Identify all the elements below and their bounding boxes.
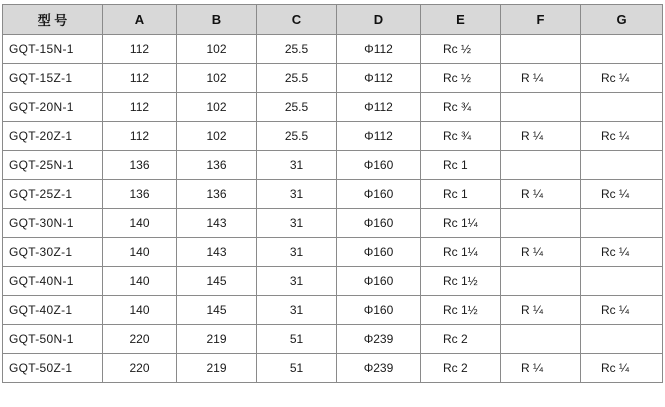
- g-cell: [581, 93, 663, 122]
- table-row: [3, 151, 663, 180]
- e-cell: Rc 1: [421, 180, 501, 209]
- table-row: [3, 64, 663, 93]
- c-cell: 25.5: [257, 64, 337, 93]
- d-cell: Φ239: [337, 325, 421, 354]
- c-cell: 31: [257, 151, 337, 180]
- a-cell: 220: [103, 325, 177, 354]
- b-cell: 143: [177, 209, 257, 238]
- header-row: [3, 5, 663, 35]
- spec-table: [2, 4, 663, 383]
- table-row: [3, 267, 663, 296]
- g-cell: Rc ¼: [581, 180, 663, 209]
- c-cell: 51: [257, 325, 337, 354]
- f-cell: [501, 267, 581, 296]
- f-cell: R ¼: [501, 238, 581, 267]
- b-cell: 219: [177, 354, 257, 383]
- d-cell: Φ112: [337, 35, 421, 64]
- b-cell: 102: [177, 35, 257, 64]
- header-model: 型 号: [3, 5, 103, 35]
- f-cell: [501, 325, 581, 354]
- b-cell: 145: [177, 296, 257, 325]
- f-cell: R ¼: [501, 296, 581, 325]
- model-cell: GQT-30Z-1: [3, 238, 103, 267]
- table-row: [3, 296, 663, 325]
- a-cell: 220: [103, 354, 177, 383]
- g-cell: [581, 151, 663, 180]
- e-cell: Rc 1: [421, 151, 501, 180]
- a-cell: 112: [103, 64, 177, 93]
- b-cell: 102: [177, 64, 257, 93]
- c-cell: 31: [257, 267, 337, 296]
- f-cell: [501, 151, 581, 180]
- table-row: [3, 122, 663, 151]
- d-cell: Φ160: [337, 180, 421, 209]
- a-cell: 140: [103, 209, 177, 238]
- b-cell: 136: [177, 180, 257, 209]
- header-b: B: [177, 5, 257, 35]
- g-cell: [581, 325, 663, 354]
- b-cell: 219: [177, 325, 257, 354]
- g-cell: [581, 209, 663, 238]
- c-cell: 31: [257, 238, 337, 267]
- f-cell: R ¼: [501, 122, 581, 151]
- e-cell: Rc ¾: [421, 93, 501, 122]
- header-c: C: [257, 5, 337, 35]
- model-cell: GQT-20N-1: [3, 93, 103, 122]
- model-cell: GQT-50Z-1: [3, 354, 103, 383]
- f-cell: [501, 93, 581, 122]
- f-cell: R ¼: [501, 180, 581, 209]
- c-cell: 51: [257, 354, 337, 383]
- e-cell: Rc 1½: [421, 296, 501, 325]
- model-cell: GQT-40N-1: [3, 267, 103, 296]
- e-cell: Rc 2: [421, 354, 501, 383]
- g-cell: Rc ¼: [581, 354, 663, 383]
- a-cell: 140: [103, 238, 177, 267]
- header-g: G: [581, 5, 663, 35]
- d-cell: Φ160: [337, 151, 421, 180]
- model-cell: GQT-15N-1: [3, 35, 103, 64]
- c-cell: 31: [257, 180, 337, 209]
- g-cell: Rc ¼: [581, 238, 663, 267]
- d-cell: Φ160: [337, 296, 421, 325]
- table-row: [3, 209, 663, 238]
- header-a: A: [103, 5, 177, 35]
- f-cell: [501, 35, 581, 64]
- e-cell: Rc ½: [421, 35, 501, 64]
- model-cell: GQT-25N-1: [3, 151, 103, 180]
- f-cell: [501, 209, 581, 238]
- header-d: D: [337, 5, 421, 35]
- e-cell: Rc 1½: [421, 267, 501, 296]
- table-row: [3, 238, 663, 267]
- d-cell: Φ160: [337, 238, 421, 267]
- c-cell: 25.5: [257, 35, 337, 64]
- b-cell: 136: [177, 151, 257, 180]
- f-cell: R ¼: [501, 64, 581, 93]
- table-row: [3, 93, 663, 122]
- d-cell: Φ160: [337, 267, 421, 296]
- model-cell: GQT-25Z-1: [3, 180, 103, 209]
- d-cell: Φ112: [337, 93, 421, 122]
- g-cell: Rc ¼: [581, 296, 663, 325]
- model-cell: GQT-50N-1: [3, 325, 103, 354]
- a-cell: 112: [103, 35, 177, 64]
- d-cell: Φ239: [337, 354, 421, 383]
- table-row: [3, 325, 663, 354]
- model-cell: GQT-15Z-1: [3, 64, 103, 93]
- c-cell: 25.5: [257, 122, 337, 151]
- model-cell: GQT-30N-1: [3, 209, 103, 238]
- c-cell: 25.5: [257, 93, 337, 122]
- d-cell: Φ112: [337, 64, 421, 93]
- table-row: [3, 354, 663, 383]
- a-cell: 112: [103, 122, 177, 151]
- e-cell: Rc 1¼: [421, 209, 501, 238]
- table-row: [3, 180, 663, 209]
- a-cell: 136: [103, 151, 177, 180]
- header-e: E: [421, 5, 501, 35]
- a-cell: 140: [103, 296, 177, 325]
- e-cell: Rc ¾: [421, 122, 501, 151]
- a-cell: 140: [103, 267, 177, 296]
- spec-table-sheet: [2, 4, 662, 400]
- a-cell: 136: [103, 180, 177, 209]
- c-cell: 31: [257, 209, 337, 238]
- b-cell: 143: [177, 238, 257, 267]
- e-cell: Rc ½: [421, 64, 501, 93]
- model-cell: GQT-20Z-1: [3, 122, 103, 151]
- b-cell: 102: [177, 122, 257, 151]
- header-f: F: [501, 5, 581, 35]
- g-cell: Rc ¼: [581, 122, 663, 151]
- d-cell: Φ160: [337, 209, 421, 238]
- g-cell: Rc ¼: [581, 64, 663, 93]
- b-cell: 102: [177, 93, 257, 122]
- model-cell: GQT-40Z-1: [3, 296, 103, 325]
- c-cell: 31: [257, 296, 337, 325]
- a-cell: 112: [103, 93, 177, 122]
- b-cell: 145: [177, 267, 257, 296]
- g-cell: [581, 35, 663, 64]
- table-row: [3, 35, 663, 64]
- f-cell: R ¼: [501, 354, 581, 383]
- e-cell: Rc 1¼: [421, 238, 501, 267]
- e-cell: Rc 2: [421, 325, 501, 354]
- d-cell: Φ112: [337, 122, 421, 151]
- table-body: [3, 35, 663, 383]
- g-cell: [581, 267, 663, 296]
